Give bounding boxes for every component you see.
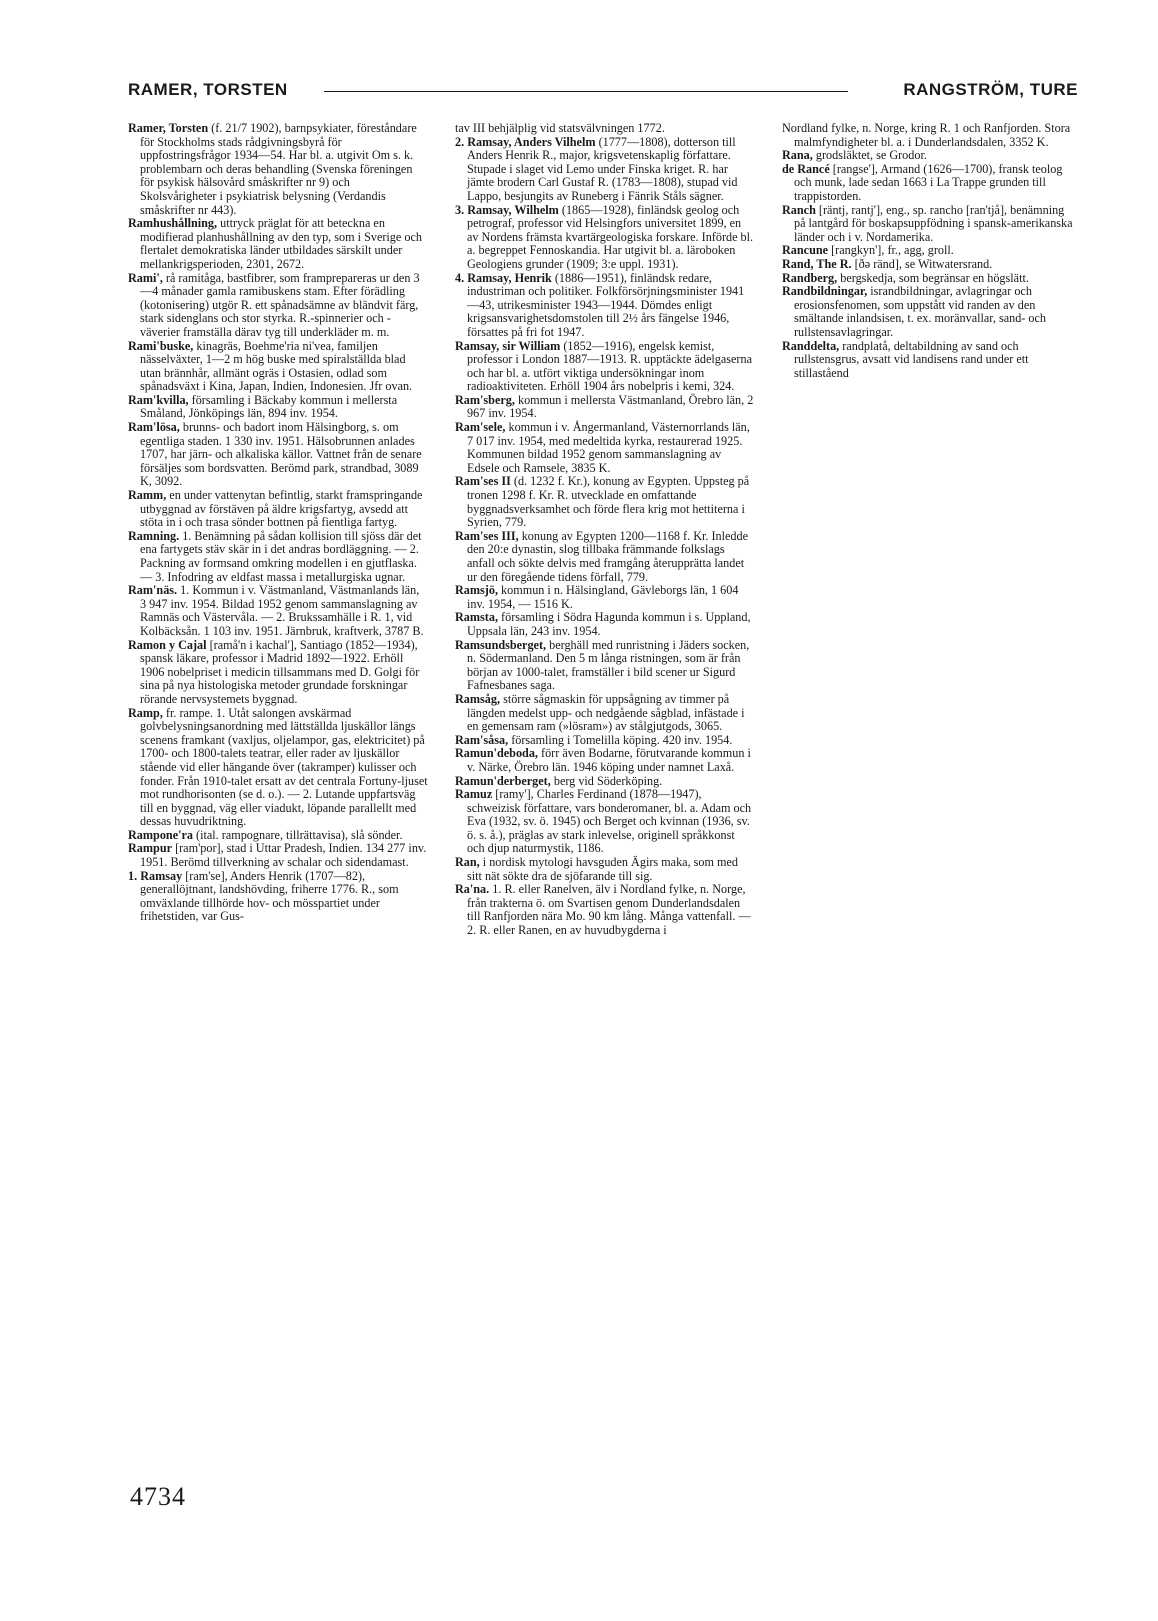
entry bbox=[455, 639, 755, 693]
entry-headword: Ramsåg, bbox=[455, 691, 501, 706]
entry-headword: Ramon y Cajal bbox=[128, 637, 207, 652]
entry-text: kommun i v. Ångermanland, Västernorrlands län, 7 017 inv. 1954, med medeltida kyrka, restaurerad 1925. Kommunen bildad 1952 genom sammanslagning av Edsele och Ramsele, 3835 K. bbox=[467, 420, 750, 475]
entry bbox=[782, 122, 1078, 149]
entry-text: berg vid Söderköping. bbox=[550, 773, 663, 788]
entry bbox=[455, 883, 755, 937]
entry-headword: Ramsundsberget, bbox=[455, 637, 547, 652]
running-header bbox=[128, 80, 1078, 106]
entry bbox=[128, 829, 428, 843]
entry-headword: 2. Ramsay, Anders Vilhelm bbox=[455, 134, 596, 149]
entry-headword: Ram'såsa, bbox=[455, 732, 509, 747]
entry-text: församling i Södra Hagunda kommun i s. Uppland, Uppsala län, 243 inv. 1954. bbox=[467, 610, 751, 638]
entry-headword: Ram'sele, bbox=[455, 420, 506, 435]
entry-text: (f. 21/7 1902), barnpsykiater, föreståndare för Stockholms stads rådgivningsbyrå för uppfostringsfrågor 1934—54. Har bl. a. utgivit Om s. k. problembarn och deras behandling (Svenska föreningen för psykisk hälsovård småskrifter nr 9) och Skolsvårigheter i psykiatrisk belysning (Verdandis småskrifter nr 443). bbox=[140, 121, 417, 217]
entry bbox=[128, 584, 428, 638]
entry-headword: Rampur bbox=[128, 841, 173, 856]
entry-headword: Rampone'ra bbox=[128, 827, 193, 842]
entry bbox=[128, 639, 428, 707]
entry-headword: de Rancé bbox=[782, 161, 830, 176]
entry-headword: 3. Ramsay, Wilhelm bbox=[455, 202, 559, 217]
entry-text: kommun i mellersta Västmanland, Örebro län, 2 967 inv. 1954. bbox=[467, 392, 754, 421]
entry bbox=[128, 217, 428, 271]
entry bbox=[455, 421, 755, 475]
entry bbox=[128, 870, 428, 924]
column-3 bbox=[782, 122, 1078, 380]
entry-text: uttryck präglat för att beteckna en modifierad planhushållning av den typ, som i Sverige och flertalet demokratiska länder utbildades särskilt under mellankrigsperioden, 2301, 2672. bbox=[140, 216, 422, 271]
entry-text: (ital. rampognare, tillrättavisa), slå sönder. bbox=[193, 827, 403, 842]
entry bbox=[455, 693, 755, 734]
entry-headword: 1. Ramsay bbox=[128, 868, 183, 883]
entry-headword: Ramun'derberget, bbox=[455, 773, 551, 788]
entry-text: församling i Tomelilla köping. 420 inv. 1954. bbox=[508, 732, 733, 747]
entry-text: förr även Bodarne, förutvarande kommun i v. Närke, Örebro län. 1946 köping under namnet Laxå. bbox=[467, 746, 751, 774]
entry bbox=[782, 149, 1078, 163]
entry-headword: Ra'na. bbox=[455, 882, 490, 897]
entry-text: tav III behjälplig vid statsvälvningen 1772. bbox=[455, 121, 665, 135]
entry-headword: Ram'kvilla, bbox=[128, 392, 189, 407]
entry-text: (1777—1808), dotterson till Anders Henrik R., major, krigsvetenskaplig författare. Stupade i slaget vid Lemo under Finska kriget. R. har jämte brodern Carl Gustaf R. (1783—1808), stupad vid Lappo, besjungits av Runeberg i Fänrik Ståls sägner. bbox=[467, 134, 738, 203]
entry bbox=[782, 244, 1078, 258]
entry bbox=[455, 856, 755, 883]
entry bbox=[455, 788, 755, 856]
entry-text: större sågmaskin för uppsågning av timmer på längden medelst upp- och nedgående sågblad, infästade i en gemensam ram (»lösram») av stålgjutgods, 3065. bbox=[467, 691, 745, 734]
entry-headword: Rami'buske, bbox=[128, 338, 194, 353]
entry-text: [ram'por], stad i Uttar Pradesh, Indien. 134 277 inv. 1951. Berömd tillverkning av schalar och sidendamast. bbox=[140, 841, 427, 870]
entry-text: 1. R. eller Ranelven, älv i Nordland fylke, n. Norge, från trakterna ö. om Svartisen genom Dunderlandsdalen till Ranfjorden nära Mo. 90 km lång. Många vattenfall. — 2. R. eller Ranen, en av huvudbygderna i bbox=[467, 882, 751, 938]
entry-text: fr. rampe. 1. Utåt salongen avskärmad golvbelysningsanordning med lättställda ljuskällor längs scenens framkant (vaxljus, oljelampor, gas, elektricitet) på 1700- och 1800-talets teatrar, eller rader av ljuskällor stående vid eller hängande över (takramper) kulisser och fonder. Från 1910-talet ersatt av det centrala Fortuny-ljuset mot rundhorisonten (se d. o.). — 2. Lutande uppfartsväg till en byggnad, väg eller viadukt, löpande parallellt med dessas huvudriktning. bbox=[140, 705, 428, 829]
entry bbox=[455, 584, 755, 611]
page-number: 4734 bbox=[130, 1482, 186, 1511]
entry-headword: Ramsta, bbox=[455, 610, 498, 625]
entry-text: Nordland fylke, n. Norge, kring R. 1 och Ranfjorden. Stora malmfyndigheter bl. a. i Dunderlandsdalen, 3352 K. bbox=[782, 121, 1071, 149]
entry bbox=[128, 707, 428, 829]
header-left-keyword: RAMER, TORSTEN bbox=[128, 80, 288, 99]
entry-text: församling i Bäckaby kommun i mellersta Småland, Jönköpings län, 894 inv. 1954. bbox=[140, 392, 398, 421]
entry bbox=[128, 842, 428, 869]
entry bbox=[455, 734, 755, 748]
entry-headword: Randdelta, bbox=[782, 338, 840, 353]
entry-text: [ðə ränd], se Witwatersrand. bbox=[851, 256, 993, 271]
entry-text: grodsläktet, se Grodor. bbox=[812, 148, 927, 163]
entry bbox=[455, 475, 755, 529]
entry bbox=[455, 611, 755, 638]
entry bbox=[782, 272, 1078, 286]
column-1 bbox=[128, 122, 428, 924]
entry bbox=[455, 530, 755, 584]
entry-text: [ramå'n i kachal'], Santiago (1852—1934), spansk läkare, professor i Madrid 1892—1922. Erhöll 1906 nobelpriset i medicin tillsammans med D. Golgi för sina på nya histologiska metoder grundade forskningar rörande nervsystemets byggnad. bbox=[140, 637, 420, 706]
entry-text: kommun i n. Hälsingland, Gävleborgs län, 1 604 inv. 1954, — 1516 K. bbox=[467, 583, 739, 611]
entry bbox=[455, 340, 755, 394]
entry bbox=[782, 285, 1078, 339]
entry-text: rå ramitåga, bastfibrer, som framprepareras ur den 3—4 månader gamla ramibuskens stam. Efter förädling (kotonisering) utgör R. ett spånadsämne av bländvit färg, stark sidenglans och stor styrka. R.-spinnerier och -väverier framställa därav tyg till underkläder m. m. bbox=[140, 270, 420, 339]
entry-text: [räntj, rantj'], eng., sp. rancho [ran'tjå], benämning på lantgård för boskapsuppfödning i spansk-amerikanska länder och i v. Nordamerika. bbox=[794, 202, 1073, 244]
entry-headword: 4. Ramsay, Henrik bbox=[455, 270, 552, 285]
entry-text: berghäll med runristning i Jäders socken, n. Södermanland. Den 5 m långa ristningen, som är från början av 1000-talet, framställer i bild scener ur Sigurd Fafnesbanes saga. bbox=[467, 637, 750, 693]
entry-headword: Randbildningar, bbox=[782, 284, 868, 299]
entry-headword: Ramning. bbox=[128, 528, 180, 543]
entry-text: 1. Kommun i v. Västmanland, Västmanlands län, 3 947 inv. 1954. Bildad 1952 genom sammanslagning av Ramnäs och Västervåla. — 2. Brukssamhälle i R. 1, vid Kolbäcksån. 1 103 inv. 1951. Järnbruk, kraftverk, 3787 B. bbox=[140, 583, 424, 638]
entry-headword: Rand, The R. bbox=[782, 256, 852, 271]
entry-headword: Ram'sberg, bbox=[455, 392, 515, 407]
entry-headword: Ranch bbox=[782, 202, 816, 217]
entry-headword: Rana, bbox=[782, 148, 813, 163]
entry bbox=[128, 122, 428, 217]
entry bbox=[455, 204, 755, 272]
entry-headword: Ram'näs. bbox=[128, 583, 178, 598]
entry-headword: Ramp, bbox=[128, 705, 163, 720]
column-2 bbox=[455, 122, 755, 938]
entry-text: bergskedja, som begränsar en högslätt. bbox=[837, 270, 1029, 285]
header-right-keyword: RANGSTRÖM, TURE bbox=[903, 80, 1078, 99]
entry-text: (d. 1232 f. Kr.), konung av Egypten. Uppsteg på tronen 1298 f. Kr. R. utvecklade en omfattande byggnadsverksamhet och förde flera krig mot hettiterna i Syrien, 779. bbox=[467, 474, 750, 530]
entry-headword: Rami', bbox=[128, 270, 163, 285]
entry bbox=[455, 747, 755, 774]
entry bbox=[455, 775, 755, 789]
entry-text: kinagräs, Boehme'ria ni'vea, familjen nässelväxter, 1—2 m hög buske med spiralställda blad utan brännhår, allmänt ogräs i Ostasien, odlad som spånadsväxt i Kina, Japan, Indien, Indonesien. Jfr ovan. bbox=[140, 338, 413, 394]
entry bbox=[455, 122, 755, 136]
entry bbox=[455, 272, 755, 340]
entry-text: [rangse'], Armand (1626—1700), fransk teolog och munk, lade sedan 1663 i La Trappe grunden till trappistorden. bbox=[794, 161, 1063, 203]
entry-text: brunns- och badort inom Hälsingborg, s. om egentliga staden. 1 330 inv. 1951. Hälsobrunnen anlades 1707, har järn- och alkaliska källor. Vattnet från de senare försäljes som bordsvatten. Berömd park, strandbad, 3089 K, 3092. bbox=[140, 420, 422, 489]
entry bbox=[455, 136, 755, 204]
entry-headword: Ramsay, sir William bbox=[455, 338, 561, 353]
entry-text: [ramy'], Charles Ferdinand (1878—1947), schweizisk författare, vars bonderomaner, bl. a. Adam och Eva (1932, sv. ö. 1945) och Berget och kvinnan (1936, sv. ö. s. å.), präglas av stark inlevelse, originell språkkonst och djup naturmystik, 1186. bbox=[467, 787, 752, 856]
entry-text: israndbildningar, avlagringar och erosionsfenomen, som uppstått vid randen av den smältande inlandsisen, t. ex. moränvallar, sand- och rullstensavlagringar. bbox=[794, 284, 1046, 339]
entry-headword: Rancune bbox=[782, 243, 829, 258]
entry bbox=[782, 258, 1078, 272]
entry-text: (1852—1916), engelsk kemist, professor i London 1887—1913. R. upptäckte ädelgaserna och har bl. a. utfört viktiga undersökningar inom radioaktiviteten. Erhöll 1904 års nobelpris i kemi, 324. bbox=[467, 338, 752, 394]
entry-headword: Ram'ses III, bbox=[455, 528, 519, 543]
entry-headword: Ram'lösa, bbox=[128, 420, 180, 435]
entry bbox=[455, 394, 755, 421]
entry-text: i nordisk mytologi havsguden Ägirs maka, som med sitt nät sökte dra de sjöfarande till sig. bbox=[467, 855, 739, 883]
entry-text: en under vattenytan befintlig, starkt framspringande utbyggnad av förstäven på äldre krigsfartyg, avsedd att stöta in i och trasa sönder bottnen på fientliga fartyg. bbox=[140, 488, 423, 530]
entry bbox=[128, 530, 428, 584]
entry-text: (1886—1951), finländsk redare, industriman och politiker. Folkförsörjningsminister 1941—43, utrikesminister 1943—1944. Dömdes enligt krigsansvarighetsdomstolen till 2½ års fängelse 1946, försattes på fri fot 1947. bbox=[467, 270, 745, 339]
entry-headword: Randberg, bbox=[782, 270, 838, 285]
entry bbox=[782, 340, 1078, 381]
entry-headword: Ramer, Torsten bbox=[128, 121, 209, 135]
entry-text: 1. Benämning på sådan kollision till sjöss där det ena fartygets stäv skär in i det andras bordläggning. — 2. Packning av formsand omkring modellen i en gjutflaska. — 3. Infodring av eldfast massa i metallurgiska ugnar. bbox=[140, 528, 422, 584]
entry-headword: Ramun'deboda, bbox=[455, 746, 538, 761]
entry-headword: Ran, bbox=[455, 855, 480, 870]
entry-text: [ram'se], Anders Henrik (1707—82), generallöjtnant, landshövding, friherre 1776. R., som omväxlande tillhörde hov- och mösspartiet under frihetstiden, var Gus- bbox=[140, 868, 399, 924]
entry bbox=[128, 340, 428, 394]
entry-headword: Ramhushållning, bbox=[128, 216, 218, 231]
entry bbox=[782, 163, 1078, 204]
entry bbox=[128, 489, 428, 530]
entry-text: randplatå, deltabildning av sand och rullstensgrus, avsatt vid landisens rand under ett stillaståend bbox=[794, 338, 1029, 380]
entry bbox=[782, 204, 1078, 245]
entry bbox=[128, 272, 428, 340]
entry-headword: Ramm, bbox=[128, 488, 167, 503]
entry bbox=[128, 394, 428, 421]
entry-headword: Ram'ses II bbox=[455, 474, 511, 489]
entry-headword: Ramuz bbox=[455, 787, 493, 802]
entry bbox=[128, 421, 428, 489]
entry-text: konung av Egypten 1200—1168 f. Kr. Inledde den 20:e dynastin, slog tillbaka främmande folkslags anfall och sökte delvis med framgång återupprätta landet ur den föregående tidens förfall, 779. bbox=[467, 528, 749, 584]
entry-text: [rangkyn'], fr., agg, groll. bbox=[828, 243, 954, 258]
entry-text: (1865—1928), finländsk geolog och petrograf, professor vid Helsingfors universitet 1899, en av Nordens främsta kvartärgeologiska forskare. Införde bl. a. begreppet Fennoskandia. Har utgivit bl. a. läroboken Geologiens grunder (1909; 3:e uppl. 1931). bbox=[467, 202, 754, 271]
entry-headword: Ramsjö, bbox=[455, 583, 498, 598]
header-rule bbox=[324, 91, 848, 92]
